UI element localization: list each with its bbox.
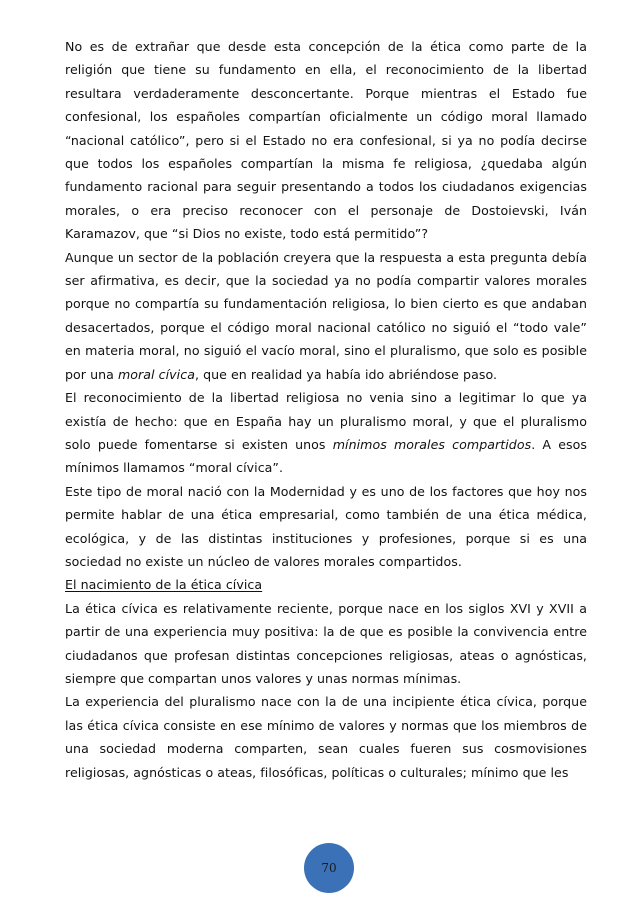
page-number: 70 <box>321 861 337 875</box>
section-heading: El nacimiento de la ética cívica <box>65 577 263 593</box>
emphasis-minimos-morales: mínimos morales compartidos <box>332 436 532 452</box>
paragraph-etica-civica-origen: La ética cívica es relativamente reciente, porque nace en los siglos XVI y XVII a partir de una experiencia muy positiva: la de que es posible la convivencia entre ciudadanos que profesan distintas concepciones religiosas, ateas o agnósticas, siempre que compartan unos valores y unas normas mínimas. <box>65 600 587 686</box>
paragraph-minimos-morales <box>65 386 587 480</box>
paragraph-minimos-end: . A esos mínimos llamamos “moral cívica”. <box>65 436 587 476</box>
paragraph-libertad-religiosa: No es de extrañar que desde esta concepción de la ética como parte de la religión que tiene su fundamento en ella, el reconocimiento de la libertad resultara verdaderamente desconcertante. Porque mientras el Estado fue confesional, los españoles compartían oficialmente un código moral llamado “nacional católico”, pero si el Estado no era confesional, si ya no podía decirse que todos los españoles compartían la misma fe religiosa, ¿quedaba algún fundamento racional para seguir presentando a todos los ciudadanos exigencias morales, o era preciso reconocer con el personaje de Dostoievski, Iván Karamazov, que “si Dios no existe, todo está permitido”? <box>65 39 587 242</box>
emphasis-moral-civica: moral cívica <box>117 366 195 382</box>
paragraph-pluralismo <box>65 246 587 386</box>
paragraph-pluralismo-text: Aunque un sector de la población creyera que la respuesta a esta pregunta debía ser afirmativa, es decir, que la sociedad ya no podía compartir valores morales porque no compartía su fundamentación religiosa, lo bien cierto es que andaban desacertados, porque el código moral nacional católico no siguió el “todo vale” en materia moral, no siguió el vacío moral, sino el pluralismo, que solo es posible por una <box>65 249 587 382</box>
paragraph-minimos-text: El reconocimiento de la libertad religiosa no venia sino a legitimar lo que ya existía de hecho: que en España hay un pluralismo moral, y que el pluralismo solo puede fomentarse si existen unos <box>65 390 587 452</box>
paragraph-pluralismo-end: , que en realidad ya había ido abriéndose paso. <box>194 366 498 382</box>
paragraph-experiencia-pluralismo: La experiencia del pluralismo nace con la de una incipiente ética cívica, porque las ética cívica consiste en ese mínimo de valores y normas que los miembros de una sociedad moderna comparten, sean cuales fueren sus cosmovisiones religiosas, agnósticas o ateas, filosóficas, políticas o culturales; mínimo que les <box>65 694 587 780</box>
paragraph-modernidad: Este tipo de moral nació con la Modernidad y es uno de los factores que hoy nos permite hablar de una ética empresarial, como también de una ética médica, ecológica, y de las distintas instituciones y profesiones, porque si es una sociedad no existe un núcleo de valores morales compartidos. <box>65 483 587 569</box>
page-number-badge <box>304 843 354 893</box>
document-body <box>65 35 587 784</box>
